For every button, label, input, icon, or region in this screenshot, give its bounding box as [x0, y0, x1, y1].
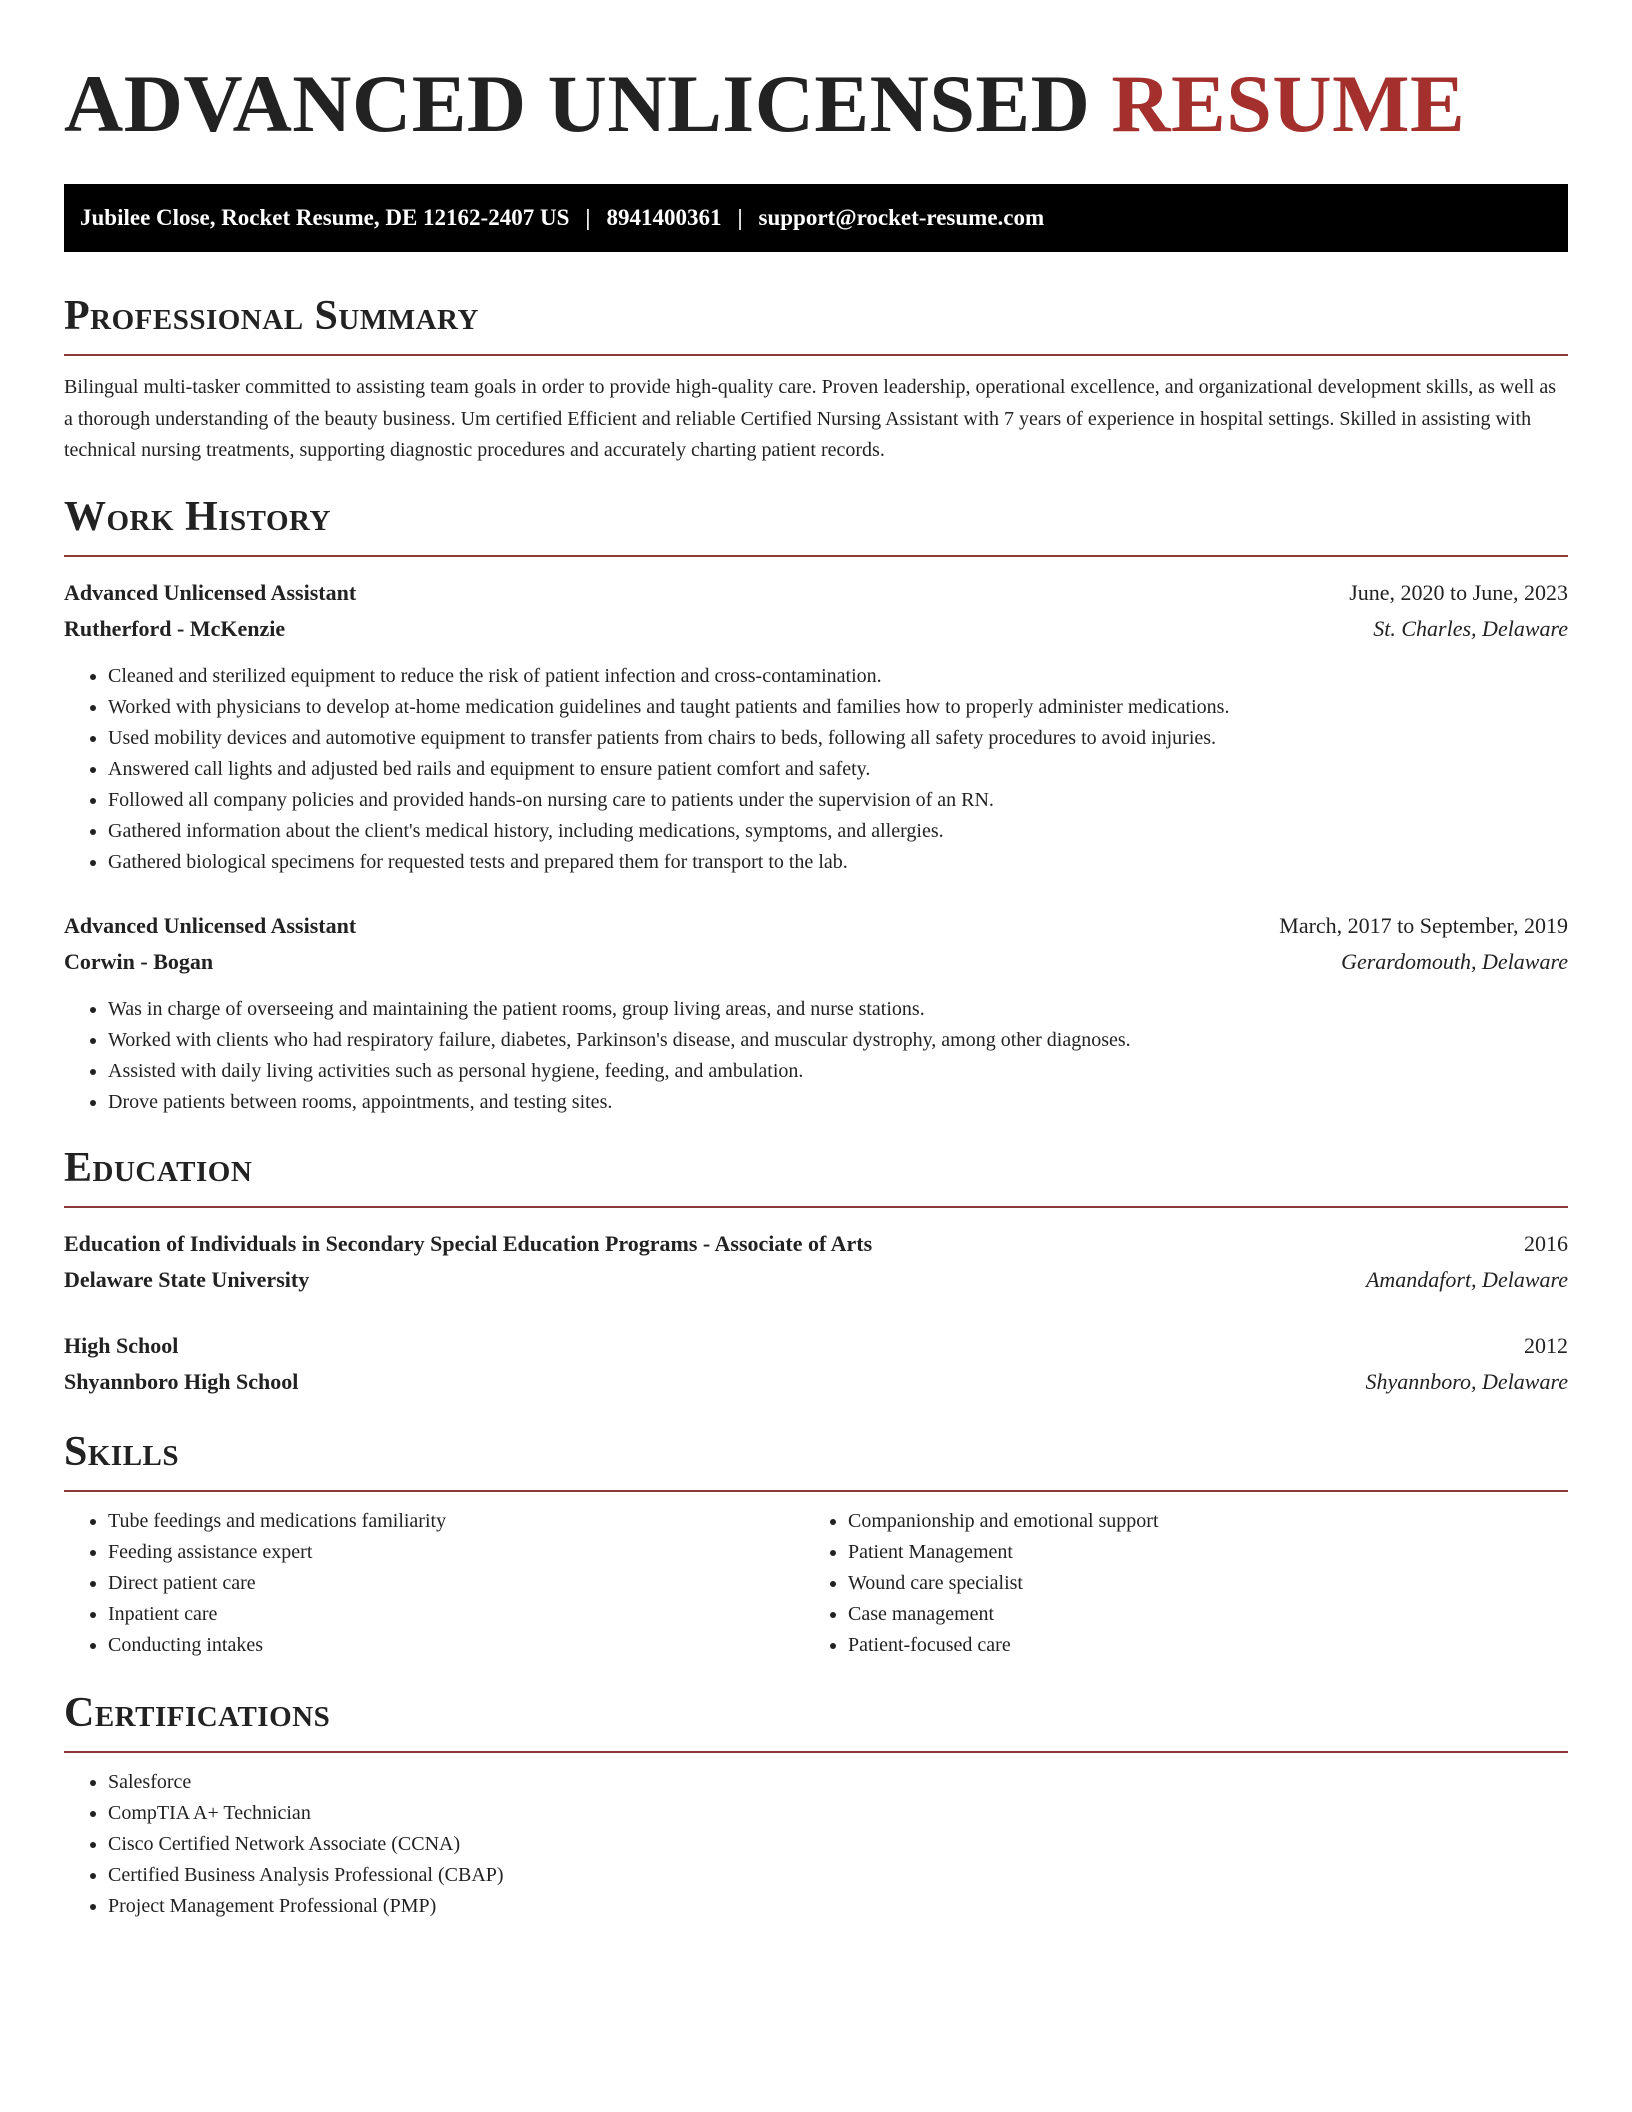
- skills-heading: Skills: [64, 1428, 180, 1475]
- education-degree: High School: [64, 1332, 179, 1358]
- education-school: Delaware State University: [64, 1266, 310, 1292]
- work-history-heading: Work History: [64, 493, 331, 540]
- certification-item: • CompTIA A+ Technician: [108, 1798, 1568, 1829]
- skill-item: • Patient-focused care: [848, 1630, 1544, 1661]
- work-history-section: [64, 493, 1568, 1118]
- education-year: 2016: [1524, 1230, 1568, 1256]
- education-entry: [64, 1328, 1568, 1400]
- job-title: Advanced Unlicensed Assistant: [64, 579, 357, 605]
- job-subheader: [64, 611, 1568, 647]
- job-company: Corwin - Bogan: [64, 948, 214, 974]
- job-location: St. Charles, Delaware: [1373, 615, 1568, 641]
- skill-item: • Companionship and emotional support: [848, 1506, 1544, 1537]
- contact-phone[interactable]: 8941400361: [606, 205, 722, 230]
- summary-heading: Professional Summary: [64, 293, 479, 339]
- job-header: [64, 575, 1568, 611]
- skills-grid: [64, 1506, 1568, 1661]
- job-header: [64, 908, 1568, 944]
- skills-section: [64, 1428, 1568, 1661]
- section-divider: [64, 1206, 1568, 1208]
- job-location: Gerardomouth, Delaware: [1341, 948, 1568, 974]
- summary-section: [64, 292, 1568, 467]
- certifications-heading: Certifications: [64, 1689, 331, 1736]
- education-entry: [64, 1226, 1568, 1298]
- job-company: Rutherford - McKenzie: [64, 615, 286, 641]
- job-bullet: • Answered call lights and adjusted bed rails and equipment to ensure patient comfort and safety.: [108, 754, 1568, 785]
- title-accent: RESUME: [1111, 58, 1466, 149]
- education-section: [64, 1144, 1568, 1400]
- contact-email[interactable]: support@rocket-resume.com: [758, 205, 1045, 230]
- skill-item: • Conducting intakes: [108, 1630, 804, 1661]
- job-bullet: • Worked with physicians to develop at-home medication guidelines and taught patients and families how to properly administer medications.: [108, 692, 1568, 723]
- resume-title: [64, 0, 1568, 152]
- summary-text: Bilingual multi-tasker committed to assisting team goals in order to provide high-quality care. Proven leadership, operational excellence, and organizational development skills, as well as a thorough understanding of the beauty business. Um certified Efficient and reliable Certified Nursing Assistant with 7 years of experience in hospital settings. Skilled in assisting with technical nursing treatments, supporting diagnostic procedures and accurately charting patient records.: [64, 376, 1557, 461]
- section-divider: [64, 1751, 1568, 1753]
- title-main: ADVANCED UNLICENSED: [64, 58, 1091, 149]
- skill-item: • Wound care specialist: [848, 1568, 1544, 1599]
- education-location: Amandafort, Delaware: [1365, 1266, 1568, 1292]
- job-bullet: • Worked with clients who had respiratory failure, diabetes, Parkinson's disease, and muscular dystrophy, among other diagnoses.: [108, 1025, 1568, 1056]
- section-divider: [64, 555, 1568, 557]
- education-location: Shyannboro, Delaware: [1365, 1368, 1568, 1394]
- contact-separator: |: [737, 205, 743, 230]
- education-school: Shyannboro High School: [64, 1368, 299, 1394]
- certification-item: • Certified Business Analysis Professional (CBAP): [108, 1860, 1568, 1891]
- job-bullet: • Followed all company policies and provided hands-on nursing care to patients under the supervision of an RN.: [108, 785, 1568, 816]
- job-entry: [64, 908, 1568, 1118]
- certifications-list: [64, 1767, 1568, 1922]
- certification-item: • Cisco Certified Network Associate (CCNA): [108, 1829, 1568, 1860]
- job-bullet: • Was in charge of overseeing and maintaining the patient rooms, group living areas, and nurse stations.: [108, 994, 1568, 1025]
- skill-item: • Case management: [848, 1599, 1544, 1630]
- job-dates: June, 2020 to June, 2023: [1349, 579, 1568, 605]
- skill-item: • Inpatient care: [108, 1599, 804, 1630]
- certification-item: • Project Management Professional (PMP): [108, 1891, 1568, 1922]
- job-bullet: • Gathered biological specimens for requested tests and prepared them for transport to the lab.: [108, 847, 1568, 878]
- job-title: Advanced Unlicensed Assistant: [64, 912, 357, 938]
- job-bullets: [64, 994, 1568, 1118]
- job-bullet: • Cleaned and sterilized equipment to reduce the risk of patient infection and cross-contamination.: [108, 661, 1568, 692]
- skills-column-2: [804, 1506, 1544, 1661]
- skills-column-1: [64, 1506, 804, 1661]
- job-bullets: [64, 661, 1568, 878]
- skill-item: • Patient Management: [848, 1537, 1544, 1568]
- job-bullet: • Gathered information about the client's medical history, including medications, symptoms, and allergies.: [108, 816, 1568, 847]
- contact-bar: [64, 184, 1568, 252]
- education-subheader: [64, 1262, 1568, 1298]
- contact-separator: |: [585, 205, 591, 230]
- skill-item: • Tube feedings and medications familiarity: [108, 1506, 804, 1537]
- contact-address: Jubilee Close, Rocket Resume, DE 12162-2407 US: [80, 205, 570, 230]
- skill-item: • Direct patient care: [108, 1568, 804, 1599]
- education-year: 2012: [1524, 1332, 1568, 1358]
- skill-item: • Feeding assistance expert: [108, 1537, 804, 1568]
- education-header: [64, 1328, 1568, 1364]
- job-bullet: • Assisted with daily living activities such as personal hygiene, feeding, and ambulation.: [108, 1056, 1568, 1087]
- certifications-section: [64, 1689, 1568, 1922]
- job-bullet: • Drove patients between rooms, appointments, and testing sites.: [108, 1087, 1568, 1118]
- job-bullet: • Used mobility devices and automotive equipment to transfer patients from chairs to beds, following all safety procedures to avoid injuries.: [108, 723, 1568, 754]
- education-degree: Education of Individuals in Secondary Special Education Programs - Associate of Arts: [64, 1230, 873, 1256]
- education-heading: Education: [64, 1144, 253, 1191]
- certification-item: • Salesforce: [108, 1767, 1568, 1798]
- job-subheader: [64, 944, 1568, 980]
- job-dates: March, 2017 to September, 2019: [1279, 912, 1568, 938]
- education-header: [64, 1226, 1568, 1262]
- education-subheader: [64, 1364, 1568, 1400]
- section-divider: [64, 354, 1568, 356]
- job-entry: [64, 575, 1568, 878]
- section-divider: [64, 1490, 1568, 1492]
